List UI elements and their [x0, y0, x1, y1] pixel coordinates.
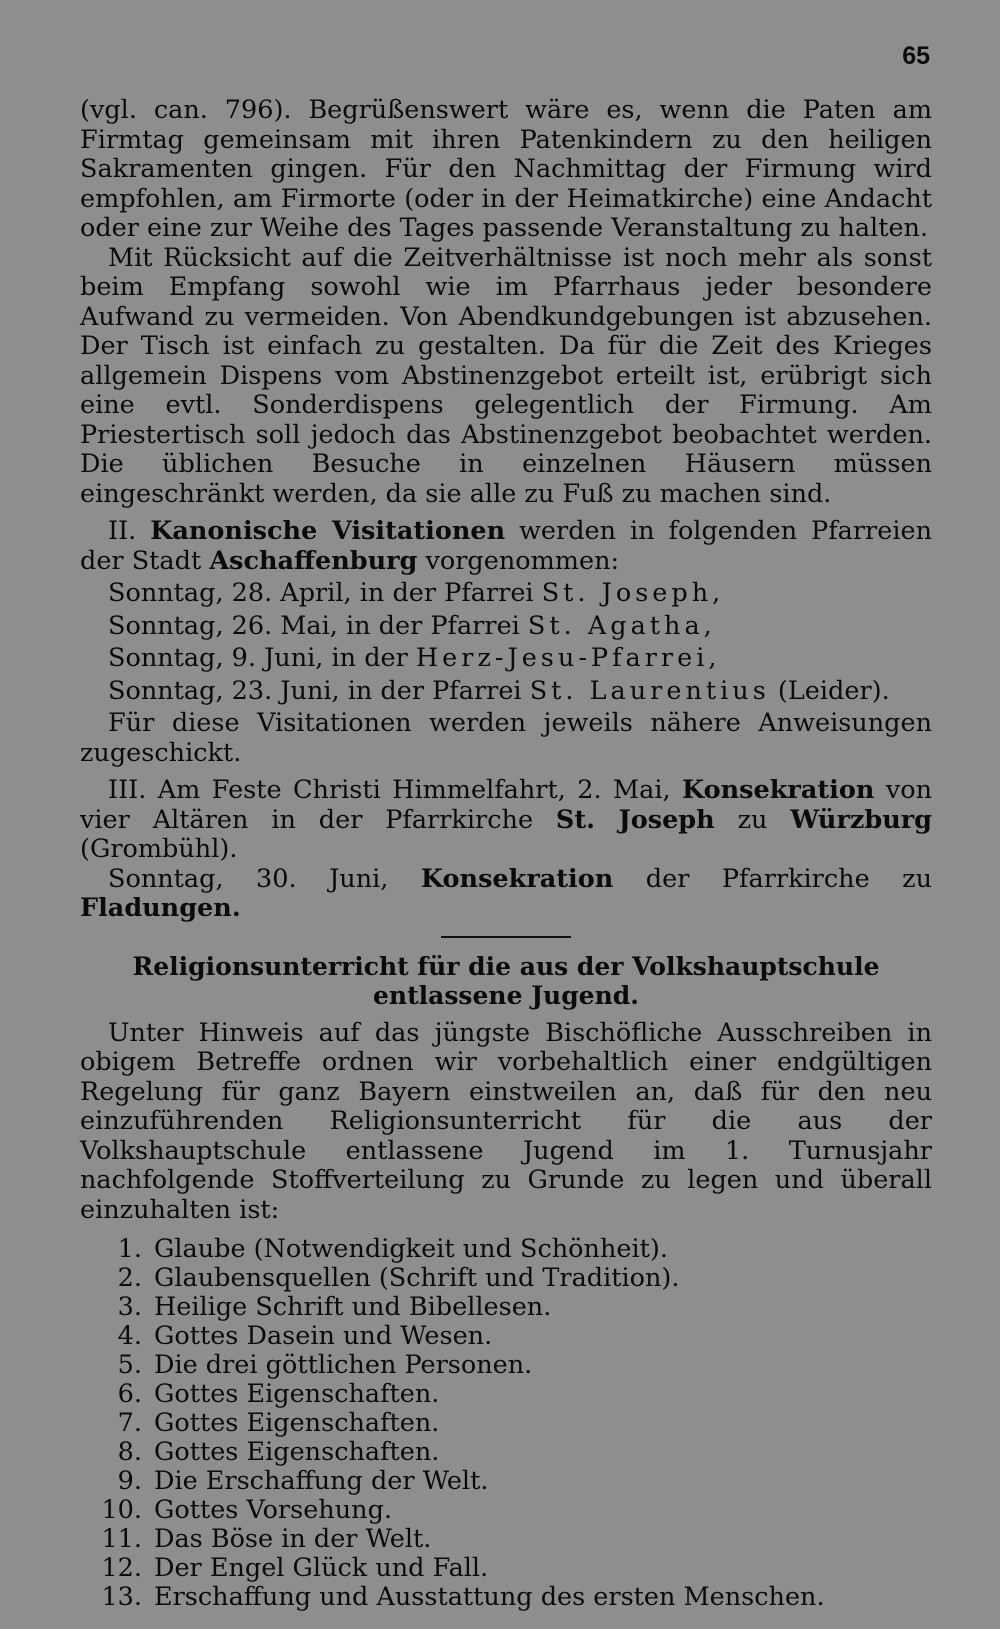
page-number: 65: [902, 42, 930, 70]
section-2-numeral: II.: [108, 516, 137, 546]
section-2-text-2: vorgenommen:: [425, 545, 620, 576]
item-number: 7.: [117, 1408, 142, 1438]
item-number: 2.: [117, 1263, 142, 1293]
item-number: 1.: [117, 1234, 142, 1264]
item-number: 10.: [101, 1495, 142, 1525]
item-text: Die Erschaffung der Welt.: [154, 1466, 489, 1496]
section-3-town: Fladungen.: [80, 893, 241, 923]
item-number: 11.: [101, 1524, 142, 1554]
visit-tail: (Leider).: [769, 675, 890, 706]
religion-paragraph: Unter Hinweis auf das jüngste Bischöfliche Ausschreiben in obigem Betreffe ordnen wir vorbehaltlich einer endgültigen Regelung für ganz Bayern einstweilen an, daß für den neu einzuführenden Religionsunterricht für die aus der Volkshauptschule entlassene Jugend im 1. Turnusjahr nachfolgende Stoffverteilung zu Grunde zu legen und überall einzuhalten ist:: [80, 1017, 932, 1225]
visit-date: Sonntag, 9. Juni, in der: [108, 643, 408, 673]
section-2-city: Aschaffenburg: [209, 545, 418, 576]
item-text: Der Engel Glück und Fall.: [154, 1553, 489, 1583]
visit-date: Sonntag, 23. Juni, in der Pfarrei: [108, 675, 522, 706]
visit-line: [80, 579, 932, 609]
section-3-text-6: der Pfarrkirche zu: [645, 863, 933, 894]
section-3-parish: St. Joseph: [555, 804, 715, 835]
consecration-label: Konsekration: [682, 775, 875, 805]
item-number: 3.: [117, 1292, 142, 1322]
religion-title: Religionsunterricht für die aus der Volkshauptschule entlassene Jugend.: [132, 951, 880, 1010]
visit-line: [80, 677, 932, 707]
list-item: [80, 1525, 932, 1554]
item-text: Gottes Vorsehung.: [154, 1495, 392, 1525]
visit-line: [80, 612, 932, 642]
item-text: Heilige Schrift und Bibellesen.: [154, 1292, 552, 1322]
item-number: 9.: [117, 1466, 142, 1496]
visit-line: [80, 644, 932, 674]
section-3-text-4: (Grombühl).: [80, 834, 238, 864]
list-item: [80, 1554, 932, 1583]
visit-parish: St. Joseph: [541, 578, 713, 608]
list-item: [80, 1235, 932, 1264]
item-text: Das Böse in der Welt.: [154, 1524, 432, 1554]
section-3-numeral: III.: [108, 775, 147, 805]
item-number: 13.: [101, 1582, 142, 1612]
section-3-text-3: zu: [737, 804, 768, 835]
section-3-paragraph: [80, 776, 932, 865]
list-item: [80, 1496, 932, 1525]
item-number: 8.: [117, 1437, 142, 1467]
visit-tail: ,: [708, 643, 717, 673]
visit-parish: Herz-Jesu-Pfarrei: [415, 643, 709, 673]
visit-tail: ,: [712, 578, 721, 608]
intro-paragraph-2: Mit Rücksicht auf die Zeitverhältnisse ist noch mehr als sonst beim Empfang sowohl wie im Pfarrhaus jeder besondere Aufwand zu vermeiden. Von Abendkundgebungen ist abzusehen. Der Tisch ist einfach zu gestalten. Da für die Zeit des Krieges allgemein Dispens vom Abstinenzgebot erteilt ist, erübrigt sich eine evtl. Sonderdispens gelegentlich der Firmung. Am Priestertisch soll jedoch das Abstinenzgebot beobachtet werden. Die üblichen Besuche in einzelnen Häusern müssen eingeschränkt werden, da sie alle zu Fuß zu machen sind.: [80, 242, 932, 509]
item-number: 5.: [117, 1350, 142, 1380]
section-3-city: Würzburg: [790, 804, 933, 835]
list-item: [80, 1351, 932, 1380]
section-3-paragraph-2: [80, 865, 932, 924]
item-number: 12.: [101, 1553, 142, 1583]
topic-list: [80, 1235, 932, 1612]
section-2-paragraph: [80, 517, 932, 576]
section-2-heading: Kanonische Visitationen: [150, 516, 506, 546]
page-body: [80, 96, 932, 1612]
item-text: Glaubensquellen (Schrift und Tradition).: [154, 1263, 680, 1293]
item-text: Glaube (Notwendigkeit und Schönheit).: [154, 1234, 668, 1264]
section-3-text-1: Am Feste Christi Himmelfahrt, 2. Mai,: [157, 775, 671, 805]
item-text: Die drei göttlichen Personen.: [154, 1350, 533, 1380]
visitation-note: Für diese Visitationen werden jeweils nähere Anweisungen zugeschickt.: [80, 708, 932, 768]
visit-parish: St. Agatha: [527, 610, 704, 641]
item-text: Gottes Eigenschaften.: [154, 1437, 440, 1467]
list-item: [80, 1322, 932, 1351]
item-text: Gottes Eigenschaften.: [154, 1379, 440, 1409]
item-number: 6.: [117, 1379, 142, 1409]
list-item: [80, 1583, 932, 1612]
section-3-text-2: von vier Altären in der Pfarrkirche: [80, 775, 933, 835]
item-number: 4.: [117, 1321, 142, 1351]
item-text: Erschaffung und Ausstattung des ersten Menschen.: [154, 1582, 825, 1612]
section-divider: [441, 936, 571, 938]
list-item: [80, 1293, 932, 1322]
intro-paragraph-1: (vgl. can. 796). Begrüßenswert wäre es, wenn die Paten am Firmtag gemeinsam mit ihren Patenkindern zu den heiligen Sakramenten gingen. Für den Nachmittag der Firmung wird empfohlen, am Firmorte (oder in der Heimatkirche) eine Andacht oder eine zur Weihe des Tages passende Veranstaltung zu halten.: [80, 95, 932, 243]
visit-parish: St. Laurentius: [529, 675, 770, 706]
list-item: [80, 1264, 932, 1293]
visit-date: Sonntag, 26. Mai, in der Pfarrei: [108, 610, 520, 641]
section-3-text-5: Sonntag, 30. Juni,: [108, 863, 389, 894]
list-item: [80, 1438, 932, 1467]
visit-date: Sonntag, 28. April, in der Pfarrei: [108, 578, 534, 608]
item-text: Gottes Dasein und Wesen.: [154, 1321, 493, 1351]
section-2-text-1: werden in folgenden Pfarreien der Stadt: [80, 516, 932, 576]
item-text: Gottes Eigenschaften.: [154, 1408, 440, 1438]
visit-tail: ,: [703, 610, 712, 641]
list-item: [80, 1467, 932, 1496]
list-item: [80, 1409, 932, 1438]
consecration-label: Konsekration: [420, 863, 614, 894]
list-item: [80, 1380, 932, 1409]
